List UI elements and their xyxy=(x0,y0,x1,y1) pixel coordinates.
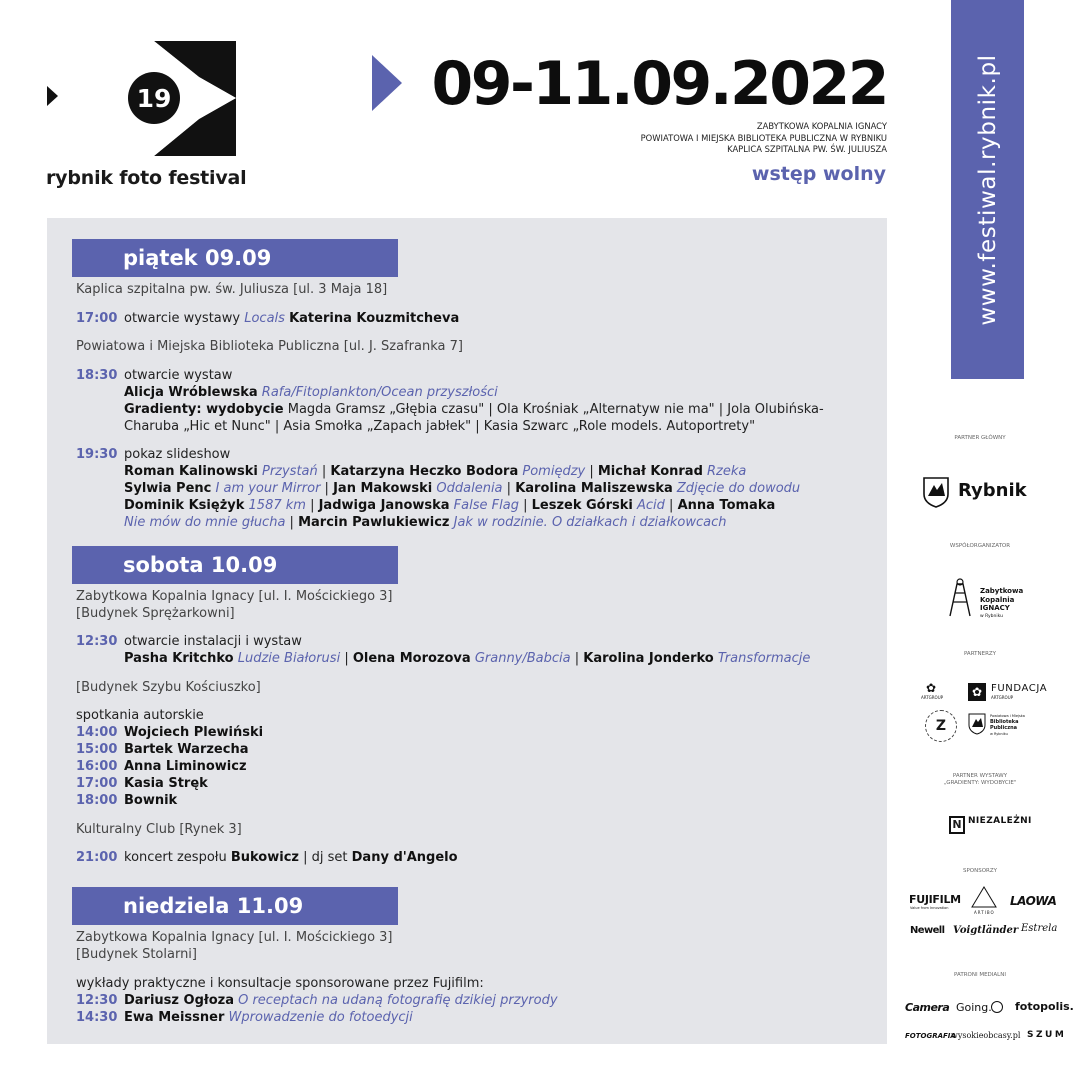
meeting-time: 15:00 xyxy=(76,742,118,757)
venue-line: ZABYTKOWA KOPALNIA IGNACY xyxy=(756,121,887,131)
work-title: Ludzie Białorusi xyxy=(233,651,341,666)
fundacja-icon: ✿ xyxy=(968,683,986,701)
venue-list xyxy=(641,121,887,156)
fujifilm-logo: FUJIFILM xyxy=(909,893,961,906)
mine-tower-icon xyxy=(945,578,975,618)
partners-label: PARTNERZY xyxy=(963,651,997,657)
event-line xyxy=(124,650,810,667)
work-title: Nie mów do mnie głucha xyxy=(124,515,286,530)
coorganizer-name: Zabytkowa Kopalnia IGNACY w Rybniku xyxy=(980,587,1024,619)
url-bar[interactable] xyxy=(951,0,1024,379)
voigtlander-logo: Voigtländer xyxy=(953,925,1019,936)
date-triangle-icon xyxy=(372,55,402,111)
camera-logo: Camera xyxy=(905,1001,950,1014)
work-title: Acid xyxy=(632,498,665,513)
event-time: 21:00 xyxy=(76,850,118,865)
separator: | dj set xyxy=(298,850,352,865)
artist-name: Karolina Maliszewska xyxy=(515,481,673,496)
event-line: pokaz slideshow xyxy=(124,447,231,462)
artist-name: Bukowicz xyxy=(230,850,299,865)
meetings-label: spotkania autorskie xyxy=(76,708,204,723)
artist-name: Anna Tomaka xyxy=(677,498,776,513)
lecture-line: Ewa Meissner Wprowadzenie do fotoedycji xyxy=(124,1010,413,1025)
separator: | xyxy=(285,515,299,530)
library-crest-icon xyxy=(968,713,986,735)
work-title: Granny/Babcia xyxy=(470,651,571,666)
fotopolis-logo: fotopolis. xyxy=(1015,1000,1074,1013)
niezalezni-icon: N xyxy=(949,816,965,834)
slideshow-line xyxy=(124,497,775,514)
event-line: Charuba „Hic et Nunc" | Asia Smołka „Zapach jabłek" | Kasia Szwarc „Role models. Autoportrety" xyxy=(124,419,756,434)
niezalezni-logo: NIEZALEŻNI xyxy=(968,816,1032,826)
sponsors-label: SPONSORZY xyxy=(962,868,998,874)
logo-text: rybnik foto festival xyxy=(46,167,247,189)
lecture-time: 14:30 xyxy=(76,1010,118,1025)
venue-heading: [Budynek Stolarni] xyxy=(76,947,197,962)
media-patrons-label: PATRONI MEDIALNI xyxy=(954,972,1006,978)
artist-name: Michał Konrad xyxy=(597,464,703,479)
venue-heading: Kaplica szpitalna pw. św. Juliusza [ul. 3 Maja 18] xyxy=(76,282,388,297)
meeting-author: Bartek Warzecha xyxy=(124,742,249,757)
lecture-time: 12:30 xyxy=(76,993,118,1008)
meeting-time: 16:00 xyxy=(76,759,118,774)
rybnik-crest-icon xyxy=(922,476,950,508)
main-partner-name: Rybnik xyxy=(958,480,1027,501)
going-logo: Going. xyxy=(956,1001,992,1014)
event-time: 19:30 xyxy=(76,447,118,462)
separator: | xyxy=(570,651,584,666)
separator: | xyxy=(502,481,516,496)
work-title: Transformacje xyxy=(713,651,811,666)
separator: koncert zespołu xyxy=(124,850,231,865)
venue-heading: [Budynek Sprężarkowni] xyxy=(76,606,235,621)
festival-dates: 09-11.09.2022 xyxy=(431,49,887,119)
artgroup-logo: ARTGROUP xyxy=(921,695,944,700)
artist-name: Roman Kalinowski xyxy=(124,464,258,479)
separator: | xyxy=(340,651,353,666)
event-time: 17:00 xyxy=(76,311,118,326)
festival-url[interactable]: www.festiwal.rybnik.pl xyxy=(974,54,1001,326)
artibo-logo: ARTIBO xyxy=(974,910,995,915)
fundacja-logo: FUNDACJA xyxy=(991,683,1048,694)
newell-logo: Newell xyxy=(910,925,945,936)
z-seal-logo: Z xyxy=(925,710,957,742)
day-header-sunday: niedziela 11.09 xyxy=(72,887,398,925)
work-title: Jak w rodzinie. O działkach i działkowcach xyxy=(449,515,727,530)
fundacja-sub: ARTGROUP xyxy=(991,695,1014,700)
work-title: Przystań xyxy=(257,464,318,479)
artist-name: Dominik Księżyk xyxy=(124,498,245,513)
venue-heading: Kulturalny Club [Rynek 3] xyxy=(76,822,242,837)
artist-name: Jan Makowski xyxy=(333,481,433,496)
lectures-intro: wykłady praktyczne i konsultacje sponsorowane przez Fujifilm: xyxy=(76,976,484,991)
work-title: 1587 km xyxy=(244,498,306,513)
main-partner-label: PARTNER GŁÓWNY xyxy=(954,435,1006,441)
wysokieobcasy-logo: wysokieobcasy.pl xyxy=(951,1031,1021,1040)
going-icon xyxy=(991,1001,1003,1013)
venue-line: POWIATOWA I MIEJSKA BIBLIOTEKA PUBLICZNA W RYBNIKU xyxy=(640,132,887,143)
meeting-author: Kasia Stręk xyxy=(124,776,208,791)
artist-name: Sylwia Penc xyxy=(124,481,212,496)
artist-name: Pasha Kritchko xyxy=(124,651,234,666)
work-title: Pomiędzy xyxy=(518,464,586,479)
event-time: 12:30 xyxy=(76,634,118,649)
artist-name: Leszek Górski xyxy=(531,498,633,513)
coorganizer-label: WSPÓŁORGANIZATOR xyxy=(949,543,1011,549)
artist-name: Jadwiga Janowska xyxy=(318,498,450,513)
work-title: False Flag xyxy=(449,498,519,513)
meeting-time: 17:00 xyxy=(76,776,118,791)
venue-heading: Powiatowa i Miejska Biblioteka Publiczna [ul. J. Szafranka 7] xyxy=(76,339,463,354)
artist-name: Katarzyna Heczko Bodora xyxy=(330,464,519,479)
artgroup-flower-icon: ✿ xyxy=(926,681,937,695)
event-line: Gradienty: wydobycie Magda Gramsz „Głębia czasu" | Ola Krośniak „Alternatyw nie ma" | Jola Olubińska- xyxy=(124,402,824,417)
artist-name: Marcin Pawlukiewicz xyxy=(298,515,450,530)
program-panel xyxy=(47,218,887,1044)
artibo-triangle-icon xyxy=(971,886,997,908)
event-line: Alicja Wróblewska Rafa/Fitoplankton/Ocean przyszłości xyxy=(124,385,498,400)
artist-name: Dany d'Angelo xyxy=(351,850,458,865)
szum-logo: SZUM xyxy=(1027,1030,1067,1040)
separator: | xyxy=(664,498,678,513)
exhibition-partner-label: PARTNER WYSTAWY „GRADIENTY: WYDOBYCIE" xyxy=(943,773,1017,786)
venue-heading: Zabytkowa Kopalnia Ignacy [ul. I. Mościckiego 3] xyxy=(76,930,393,945)
event-time: 18:30 xyxy=(76,368,118,383)
day-header-saturday: sobota 10.09 xyxy=(72,546,398,584)
laowa-logo: LAOWA xyxy=(1010,894,1057,908)
festival-logo xyxy=(124,41,239,156)
meeting-time: 14:00 xyxy=(76,725,118,740)
slideshow-line xyxy=(124,480,800,497)
separator: | xyxy=(320,481,334,496)
meeting-author: Wojciech Plewiński xyxy=(124,725,264,740)
day-header-friday: piątek 09.09 xyxy=(72,239,398,277)
meeting-time: 18:00 xyxy=(76,793,118,808)
estrela-logo: Estrela xyxy=(1021,923,1058,934)
separator: | xyxy=(317,464,331,479)
venue-line: KAPLICA SZPITALNA PW. ŚW. JULIUSZA xyxy=(727,144,887,154)
artist-name: Karolina Jonderko xyxy=(583,651,714,666)
event-line: otwarcie instalacji i wystaw xyxy=(124,634,302,649)
work-title: Zdjęcie do dowodu xyxy=(672,481,801,496)
venue-heading: Zabytkowa Kopalnia Ignacy [ul. I. Mościckiego 3] xyxy=(76,589,393,604)
slideshow-line xyxy=(124,514,726,531)
event-line: otwarcie wystawy Locals Katerina Kouzmitcheva xyxy=(124,311,460,326)
separator: | xyxy=(518,498,532,513)
event-line xyxy=(124,849,458,866)
meeting-author: Bownik xyxy=(124,793,178,808)
separator: | xyxy=(585,464,598,479)
work-title: Rzeka xyxy=(702,464,747,479)
library-logo: Powiatowa i Miejska Biblioteka Publiczna w Rybniku xyxy=(990,714,1025,736)
logo-triangle-icon xyxy=(47,86,58,106)
separator: | xyxy=(305,498,319,513)
work-title: I am your Mirror xyxy=(211,481,321,496)
work-title: Oddalenia xyxy=(432,481,503,496)
logo-number: 19 xyxy=(136,84,172,113)
event-line: otwarcie wystaw xyxy=(124,368,233,383)
meeting-author: Anna Liminowicz xyxy=(124,759,247,774)
artist-name: Olena Morozova xyxy=(352,651,471,666)
slideshow-line xyxy=(124,463,746,480)
lecture-line: Dariusz Ogłoza O receptach na udaną fotografię dzikiej przyrody xyxy=(124,993,558,1008)
foto-magazine-logo: FOTOGRAFIA xyxy=(905,1032,956,1040)
free-entry-label: wstęp wolny xyxy=(751,163,886,185)
fujifilm-tagline: Value from Innovation xyxy=(910,906,949,910)
venue-heading: [Budynek Szybu Kościuszko] xyxy=(76,680,261,695)
